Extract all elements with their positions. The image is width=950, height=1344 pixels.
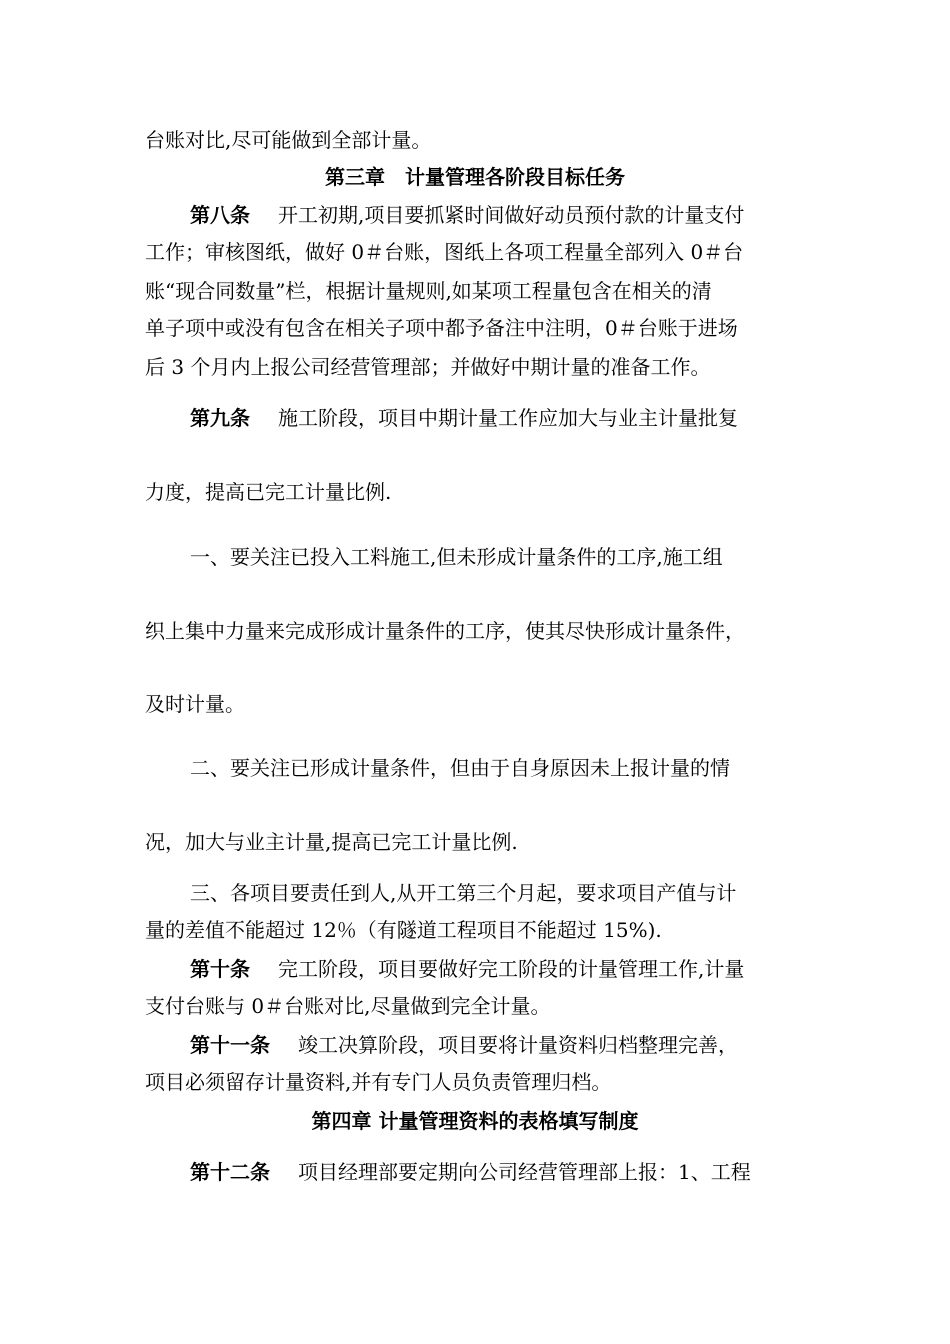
paragraph-line: 工作；审核图纸，做好 0＃台账，图纸上各项工程量全部列入 0＃台 [145, 240, 744, 264]
paragraph-line: 支付台账与 0＃台账对比,尽量做到完全计量。 [145, 994, 551, 1018]
paragraph-line: 台账对比,尽可能做到全部计量。 [145, 128, 432, 152]
article-label: 第十二条 [190, 1160, 270, 1184]
chapter-heading: 第四章 计量管理资料的表格填写制度 [311, 1109, 639, 1133]
paragraph-line: 项目必须留存计量资料,并有专门人员负责管理归档。 [145, 1070, 612, 1094]
paragraph-line: 一、要关注已投入工料施工,但未形成计量条件的工序,施工组 [190, 545, 723, 569]
article-11-line [190, 1033, 738, 1057]
paragraph-line: 账“现合同数量”栏，根据计量规则,如某项工程量包含在相关的清 [145, 279, 712, 303]
article-text: 项目经理部要定期向公司经营管理部上报：1、工程 [298, 1160, 751, 1184]
article-9-line [190, 406, 738, 430]
article-label: 第八条 [190, 203, 250, 227]
article-label: 第十一条 [190, 1033, 270, 1057]
paragraph-line: 三、各项目要责任到人,从开工第三个月起，要求项目产值与计 [190, 881, 737, 905]
paragraph-line: 况，加大与业主计量,提高已完工计量比例. [145, 830, 518, 854]
chapter-heading: 第三章 计量管理各阶段目标任务 [325, 165, 625, 189]
article-label: 第十条 [190, 957, 250, 981]
paragraph-line: 力度，提高已完工计量比例. [145, 480, 392, 504]
article-label: 第九条 [190, 406, 250, 430]
paragraph-line: 后 3 个月内上报公司经营管理部；并做好中期计量的准备工作。 [145, 355, 711, 379]
paragraph-line: 单子项中或没有包含在相关子项中都予备注中注明，0＃台账于进场 [145, 316, 738, 340]
article-text: 竣工决算阶段，项目要将计量资料归档整理完善， [298, 1033, 738, 1057]
article-10-line [190, 957, 744, 981]
paragraph-line: 量的差值不能超过 12％（有隧道工程项目不能超过 15%). [145, 918, 662, 942]
paragraph-line: 二、要关注已形成计量条件，但由于自身原因未上报计量的情 [190, 756, 730, 780]
article-text: 开工初期,项目要抓紧时间做好动员预付款的计量支付 [278, 203, 745, 227]
paragraph-line: 织上集中力量来完成形成计量条件的工序，使其尽快形成计量条件， [145, 619, 745, 643]
paragraph-line: 及时计量。 [145, 692, 245, 716]
article-text: 施工阶段，项目中期计量工作应加大与业主计量批复 [278, 406, 738, 430]
article-text: 完工阶段，项目要做好完工阶段的计量管理工作,计量 [278, 957, 745, 981]
article-12-line [190, 1160, 751, 1184]
article-8-line [190, 203, 744, 227]
